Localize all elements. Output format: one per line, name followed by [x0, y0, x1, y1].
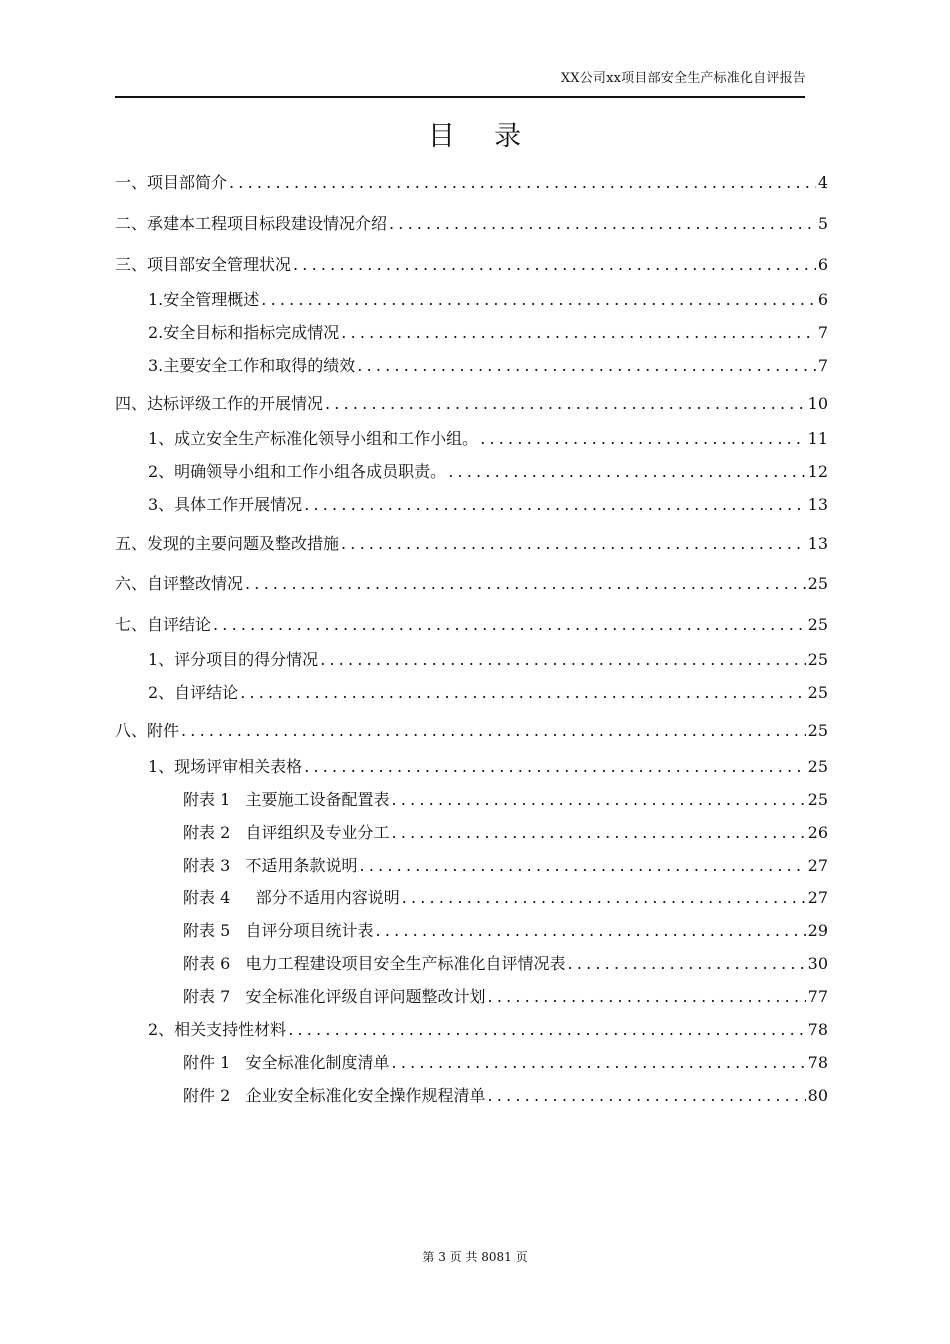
toc-label: 四、达标评级工作的开展情况: [115, 394, 324, 413]
toc-entry-3[interactable]: [115, 253, 828, 277]
toc-entry-8-1[interactable]: [148, 755, 828, 779]
toc-leader: [293, 253, 816, 277]
toc-leader: [392, 821, 806, 845]
toc-leader: [229, 171, 816, 195]
toc-entry-attachment-1[interactable]: [183, 1051, 828, 1075]
toc-page-number: 29: [807, 921, 828, 940]
toc-label: 一、项目部简介: [115, 173, 228, 192]
toc-leader: [389, 212, 816, 236]
toc-entry-4-1[interactable]: [148, 427, 828, 451]
toc-page-number: 30: [807, 954, 828, 973]
toc-leader: [181, 719, 806, 743]
toc-leader: [320, 648, 805, 672]
toc-page-number: 13: [807, 495, 828, 514]
toc-label: 三、项目部安全管理状况: [115, 255, 292, 274]
toc-leader: [341, 321, 816, 345]
toc-leader: [304, 493, 805, 517]
toc-page-number: 12: [807, 462, 828, 481]
toc-label: 附表 7 安全标准化评级自评问题整改计划: [183, 987, 486, 1006]
toc-label: 1、成立安全生产标准化领导小组和工作小组。: [148, 429, 479, 448]
toc-entry-6[interactable]: [115, 572, 828, 596]
toc-entry-4-2[interactable]: [148, 460, 828, 484]
toc-leader: [448, 460, 805, 484]
toc-entry-5[interactable]: [115, 532, 828, 556]
toc-entry-1[interactable]: [115, 171, 828, 195]
toc-leader: [392, 1051, 806, 1075]
toc-label: 3、具体工作开展情况: [148, 495, 303, 514]
toc-label: 附表 5 自评分项目统计表: [183, 921, 374, 940]
toc-entry-attached-table-3[interactable]: [183, 854, 828, 878]
toc-page-number: 4: [817, 173, 828, 192]
toc-leader: [360, 854, 806, 878]
toc-label: 附表 1 主要施工设备配置表: [183, 790, 390, 809]
toc-page-number: 7: [817, 356, 828, 375]
toc-page-number: 7: [817, 323, 828, 342]
toc-entry-3-1[interactable]: [148, 288, 828, 312]
toc-entry-3-3[interactable]: [148, 354, 828, 378]
page-title: 目 录: [427, 121, 523, 152]
toc-label: 3.主要安全工作和取得的绩效: [148, 356, 356, 375]
toc-label: 2、自评结论: [148, 683, 239, 702]
toc-leader: [288, 1018, 805, 1042]
toc-label: 附表 2 自评组织及专业分工: [183, 823, 390, 842]
toc-page-number: 25: [807, 650, 828, 669]
toc-page-number: 5: [817, 214, 828, 233]
toc-page-number: 25: [807, 574, 828, 593]
toc-page-number: 25: [807, 721, 828, 740]
toc-label: 六、自评整改情况: [115, 574, 244, 593]
toc-leader: [402, 886, 806, 910]
toc-entry-attached-table-4[interactable]: [183, 886, 828, 910]
toc-page-number: 80: [807, 1086, 828, 1105]
toc-label: 五、发现的主要问题及整改措施: [115, 534, 340, 553]
toc-entry-8[interactable]: [115, 719, 828, 743]
toc-leader: [392, 788, 806, 812]
toc-page-number: 27: [807, 888, 828, 907]
toc-entry-7-1[interactable]: [148, 648, 828, 672]
toc-leader: [376, 919, 806, 943]
toc-label: 附表 4 部分不适用内容说明: [183, 888, 400, 907]
toc-entry-7[interactable]: [115, 613, 828, 637]
toc-label: 2、相关支持性材料: [148, 1020, 287, 1039]
toc-label: 八、附件: [115, 721, 180, 740]
toc-entry-4[interactable]: [115, 392, 828, 416]
toc-page-number: 25: [807, 790, 828, 809]
toc-leader: [245, 572, 806, 596]
toc-page-number: 25: [807, 757, 828, 776]
toc-label: 七、自评结论: [115, 615, 212, 634]
toc-entry-4-3[interactable]: [148, 493, 828, 517]
toc-entry-attached-table-1[interactable]: [183, 788, 828, 812]
toc-label: 2、明确领导小组和工作小组各成员职责。: [148, 462, 447, 481]
toc-leader: [213, 613, 806, 637]
toc-leader: [240, 681, 805, 705]
toc-leader: [357, 354, 816, 378]
toc-label: 1、现场评审相关表格: [148, 757, 303, 776]
toc-entry-8-2[interactable]: [148, 1018, 828, 1042]
toc-entry-3-2[interactable]: [148, 321, 828, 345]
toc-entry-attached-table-5[interactable]: [183, 919, 828, 943]
toc-page-number: 78: [807, 1020, 828, 1039]
toc-entry-7-2[interactable]: [148, 681, 828, 705]
toc-label: 附表 6 电力工程建设项目安全生产标准化自评情况表: [183, 954, 566, 973]
toc-label: 1、评分项目的得分情况: [148, 650, 319, 669]
toc-leader: [304, 755, 805, 779]
toc-leader: [480, 427, 805, 451]
toc-label: 2.安全目标和指标完成情况: [148, 323, 340, 342]
toc-page-number: 6: [817, 290, 828, 309]
toc-label: 1.安全管理概述: [148, 290, 260, 309]
toc-leader: [568, 952, 806, 976]
toc-label: 附件 2 企业安全标准化安全操作规程清单: [183, 1086, 486, 1105]
toc-label: 二、承建本工程项目标段建设情况介绍: [115, 214, 388, 233]
toc-label: 附件 1 安全标准化制度清单: [183, 1053, 390, 1072]
toc-entry-attached-table-7[interactable]: [183, 985, 828, 1009]
page-footer: 第 3 页 共 8081 页: [422, 1250, 528, 1264]
toc-page-number: 26: [807, 823, 828, 842]
toc-leader: [341, 532, 806, 556]
toc-page-number: 77: [807, 987, 828, 1006]
toc-page-number: 13: [807, 534, 828, 553]
toc-page-number: 27: [807, 856, 828, 875]
toc-leader: [261, 288, 816, 312]
toc-page-number: 6: [817, 255, 828, 274]
header-text: XX公司xx项目部安全生产标准化自评报告: [560, 71, 806, 86]
toc-entry-attachment-2[interactable]: [183, 1084, 828, 1108]
toc-leader: [488, 1084, 806, 1108]
toc-entry-2[interactable]: [115, 212, 828, 236]
toc-label: 附表 3 不适用条款说明: [183, 856, 358, 875]
toc-entry-attached-table-6[interactable]: [183, 952, 828, 976]
toc-page-number: 11: [807, 429, 828, 448]
toc-page-number: 25: [807, 615, 828, 634]
toc-page-number: 25: [807, 683, 828, 702]
toc-leader: [488, 985, 806, 1009]
toc-page-number: 78: [807, 1053, 828, 1072]
toc-leader: [325, 392, 806, 416]
toc-page-number: 10: [807, 394, 828, 413]
toc-entry-attached-table-2[interactable]: [183, 821, 828, 845]
